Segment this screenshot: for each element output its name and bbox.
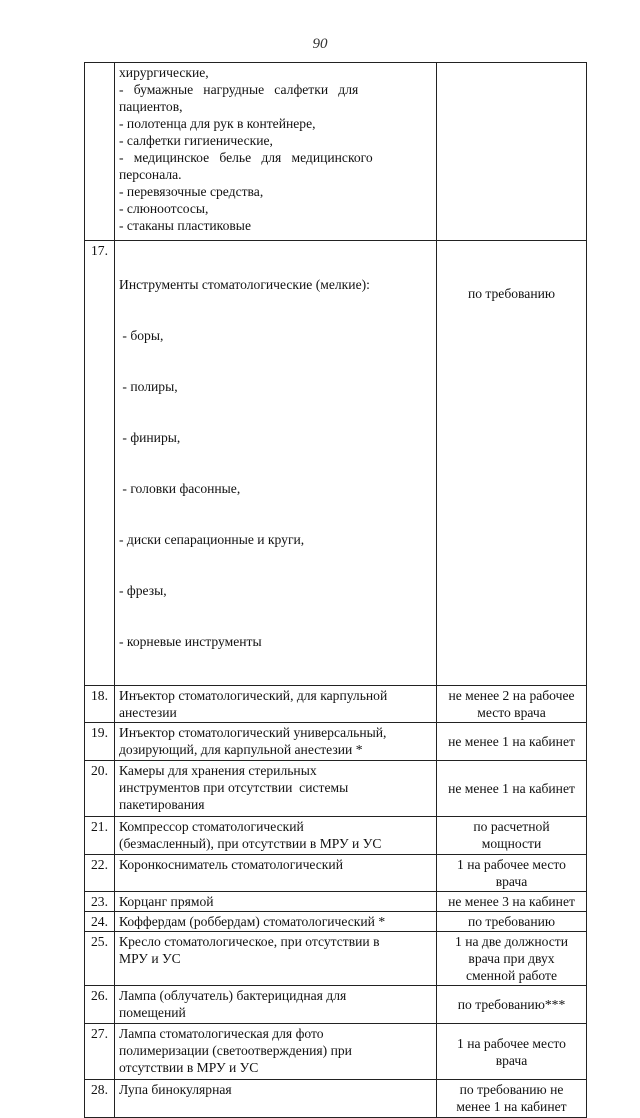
item-quantity (437, 686, 587, 723)
item-quantity-line: 1 на рабочее место (457, 857, 566, 872)
item-quantity-line: не менее 1 на кабинет (448, 734, 575, 749)
item-quantity-line: по требованию (467, 286, 556, 301)
equipment-table (84, 62, 587, 1118)
item-name (115, 817, 437, 855)
table-row (85, 855, 587, 892)
row-number: 20. (85, 761, 115, 817)
item-name-line: - перевязочные средства, (119, 184, 264, 199)
item-quantity (437, 241, 587, 686)
row-number: 26. (85, 986, 115, 1024)
item-name-line: - бумажные нагрудные салфетки для (119, 82, 359, 97)
item-quantity-line: менее 1 на кабинет (456, 1099, 567, 1114)
item-name (115, 986, 437, 1024)
row-number: 21. (85, 817, 115, 855)
item-name-line: - слюноотсосы, (119, 201, 209, 216)
item-quantity (437, 892, 587, 912)
item-name-line: - боры, (119, 328, 164, 343)
item-quantity-line: по требованию (467, 914, 556, 929)
item-name-line: инструментов при отсутствии системы (119, 780, 349, 795)
item-quantity-line: мощности (481, 836, 542, 851)
item-quantity (437, 912, 587, 932)
item-name (115, 761, 437, 817)
item-name-line: (безмасленный), при отсутствии в МРУ и УС (119, 836, 382, 851)
item-name (115, 686, 437, 723)
row-number: 18. (85, 686, 115, 723)
item-quantity-line: врача при двух (468, 951, 555, 966)
item-name-line: - стаканы пластиковые (119, 218, 251, 233)
item-name-line: Лампа стоматологическая для фото (119, 1026, 324, 1041)
item-name-line: Инструменты стоматологические (мелкие): (119, 277, 370, 292)
item-name (115, 63, 437, 241)
item-quantity (437, 932, 587, 986)
item-name-line: Компрессор стоматологический (119, 819, 304, 834)
item-name (115, 1024, 437, 1080)
item-name-line: персонала. (119, 167, 182, 182)
item-name (115, 932, 437, 986)
item-quantity (437, 63, 587, 241)
table-row (85, 723, 587, 761)
item-quantity-line: по расчетной (473, 819, 550, 834)
item-name (115, 241, 437, 686)
item-name-line: Коффердам (роббердам) стоматологический * (119, 914, 386, 929)
table-row (85, 932, 587, 986)
item-name-line: пакетирования (119, 797, 205, 812)
page-number: 90 (312, 36, 328, 52)
item-quantity-line: сменной работе (465, 968, 558, 983)
item-name-line: хирургические, (119, 65, 209, 80)
item-name (115, 723, 437, 761)
item-name-line: - финиры, (119, 430, 181, 445)
table-row (85, 817, 587, 855)
table-row (85, 761, 587, 817)
table-row (85, 63, 587, 241)
table-row (85, 892, 587, 912)
item-quantity-line: по требованию*** (457, 997, 566, 1012)
item-name-line: отсутствии в МРУ и УС (119, 1060, 259, 1075)
item-name-line: Лупа бинокулярная (119, 1082, 232, 1097)
item-quantity-line: не менее 2 на рабочее (448, 688, 575, 703)
item-name (115, 912, 437, 932)
row-number: 23. (85, 892, 115, 912)
item-name-line: пациентов, (119, 99, 183, 114)
table-row (85, 686, 587, 723)
item-quantity (437, 723, 587, 761)
item-name-line: анестезии (119, 705, 177, 720)
item-name-line: Кресло стоматологическое, при отсутствии в (119, 934, 380, 949)
item-quantity (437, 855, 587, 892)
item-quantity-line: 1 на две должности (455, 934, 568, 949)
table-row (85, 912, 587, 932)
table-row (85, 986, 587, 1024)
table-row (85, 1024, 587, 1080)
item-name-line: МРУ и УС (119, 951, 181, 966)
item-name-line: - фрезы, (119, 583, 167, 598)
table-row (85, 241, 587, 686)
item-quantity (437, 986, 587, 1024)
item-quantity-line: врача (495, 874, 528, 889)
row-number: 28. (85, 1080, 115, 1118)
item-name-line: Корцанг прямой (119, 894, 214, 909)
item-name-line: Инъектор стоматологический универсальный, (119, 725, 387, 740)
item-quantity-line: не менее 1 на кабинет (448, 781, 575, 796)
item-quantity-line: по требованию не (459, 1082, 564, 1097)
item-name-line: - полиры, (119, 379, 178, 394)
item-name-line: - корневые инструменты (119, 634, 262, 649)
item-name (115, 892, 437, 912)
item-quantity-line: 1 на рабочее место (457, 1035, 566, 1051)
item-quantity (437, 1024, 587, 1080)
item-name-line: - полотенца для рук в контейнере, (119, 116, 316, 131)
row-number: 27. (85, 1024, 115, 1080)
item-name (115, 855, 437, 892)
item-name-line: полимеризации (светоотверждения) при (119, 1043, 352, 1058)
item-quantity (437, 761, 587, 817)
item-name-line: помещений (119, 1005, 186, 1020)
item-quantity (437, 1080, 587, 1118)
item-name-line: Инъектор стоматологический, для карпульной (119, 688, 388, 703)
item-name-line: - салфетки гигиенические, (119, 133, 273, 148)
item-name-line: - медицинское белье для медицинского (119, 150, 373, 165)
item-name (115, 1080, 437, 1118)
row-number: 19. (85, 723, 115, 761)
item-name-line: Коронкосниматель стоматологический (119, 857, 343, 872)
item-quantity-line: врача (495, 1052, 528, 1068)
item-name-line: - головки фасонные, (119, 481, 241, 496)
item-quantity-line: не менее 3 на кабинет (448, 894, 575, 909)
row-number (85, 63, 115, 241)
item-quantity (437, 817, 587, 855)
row-number: 22. (85, 855, 115, 892)
row-number: 17. (85, 241, 115, 686)
item-name-line: дозирующий, для карпульной анестезии * (119, 742, 363, 757)
item-name-line: Лампа (облучатель) бактерицидная для (119, 988, 347, 1003)
item-name-line: Камеры для хранения стерильных (119, 763, 317, 778)
item-name-line: - диски сепарационные и круги, (119, 532, 305, 547)
row-number: 24. (85, 912, 115, 932)
table-row (85, 1080, 587, 1118)
item-quantity-line: место врача (477, 705, 546, 720)
row-number: 25. (85, 932, 115, 986)
